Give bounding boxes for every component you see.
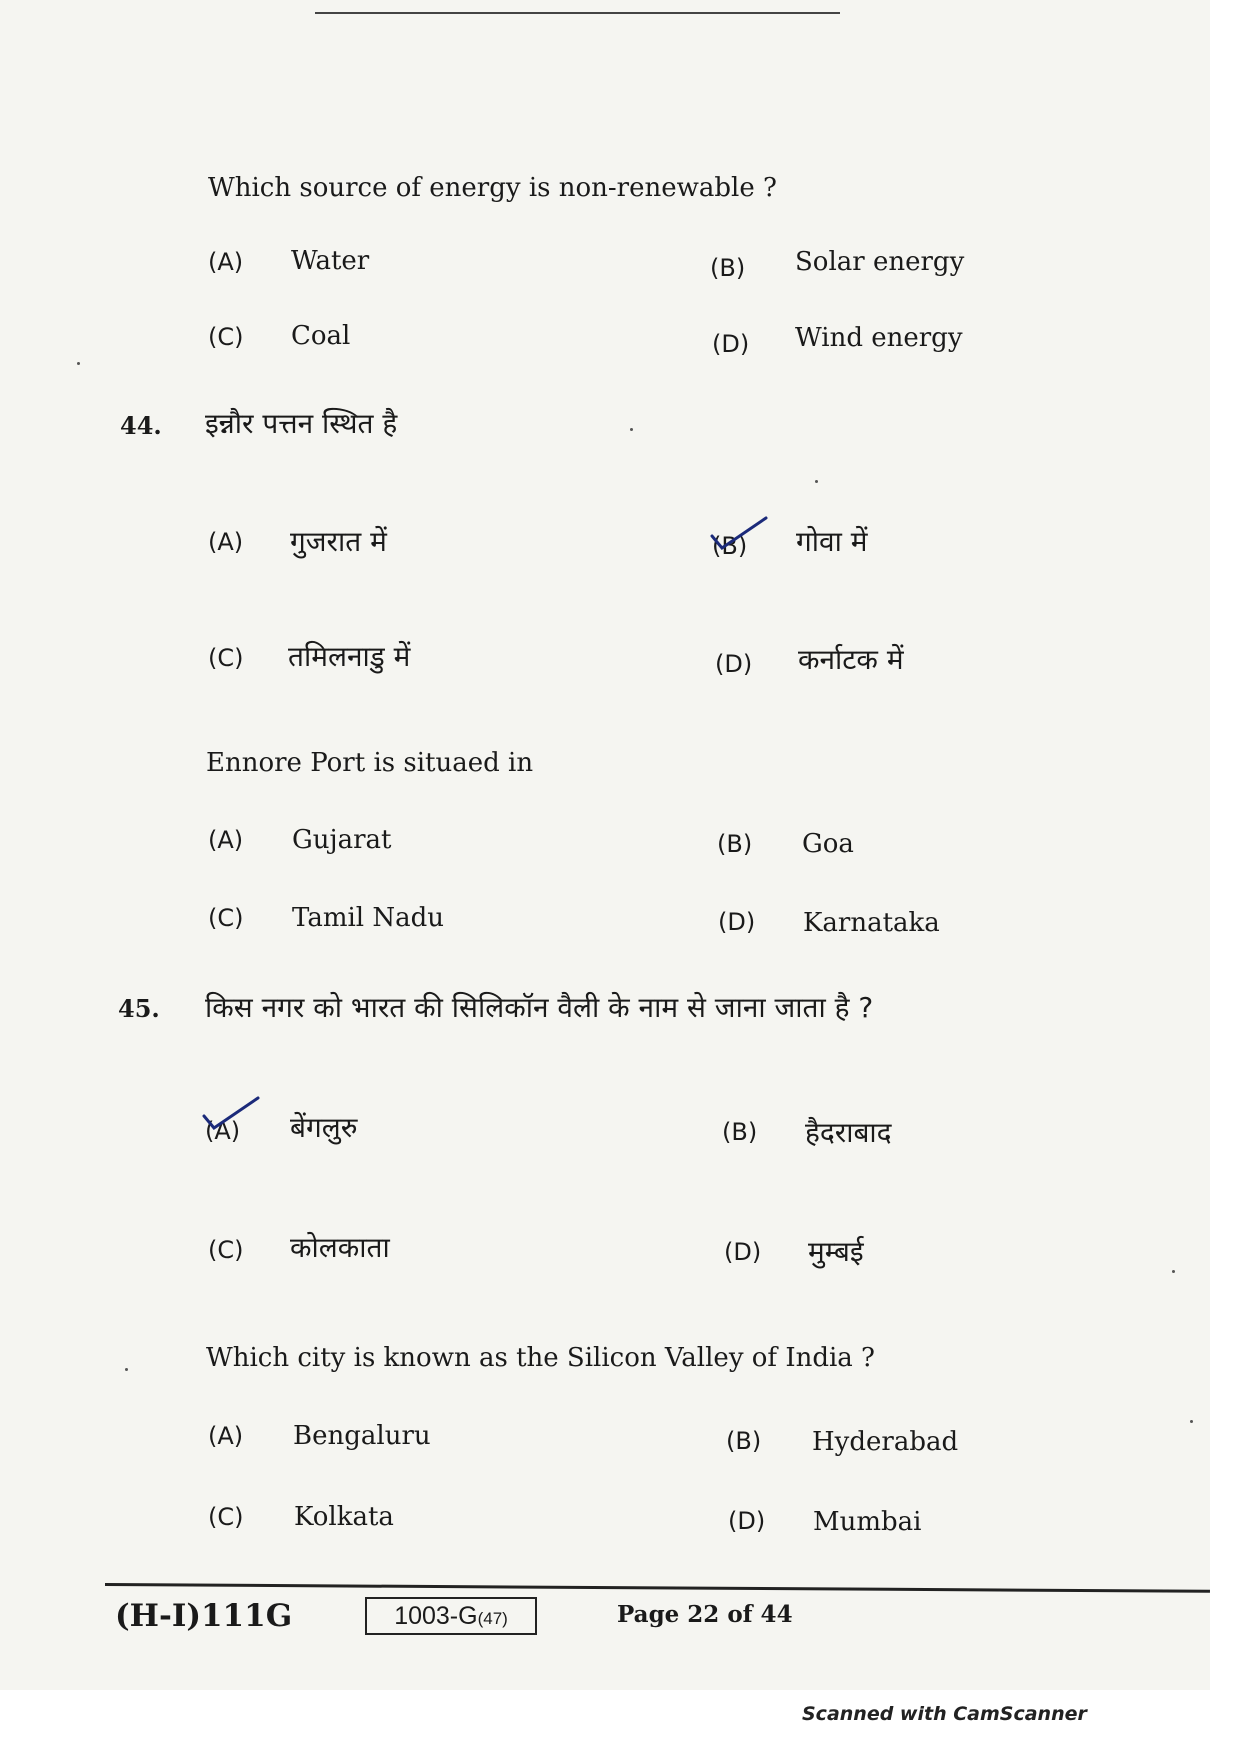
scan-speck [1172, 1270, 1175, 1273]
q45-en-option-a-label: (A) [208, 1422, 244, 1450]
q44-en-option-b-label: (B) [717, 830, 753, 858]
scan-speck [630, 428, 633, 431]
q44-hi-option-c-text: तमिलनाडु में [288, 640, 411, 673]
q44-en-option-d-text: Karnataka [803, 908, 940, 938]
q43-option-a-label: (A) [208, 248, 244, 276]
q43-option-c-label: (C) [208, 323, 244, 351]
q43-question-en: Which source of energy is non-renewable ? [208, 173, 777, 203]
scan-speck [125, 1368, 128, 1371]
q44-question-en: Ennore Port is situaed in [206, 748, 534, 778]
q44-en-option-d-label: (D) [718, 908, 756, 936]
q44-number: 44. [120, 411, 162, 440]
q44-en-option-c-text: Tamil Nadu [292, 903, 445, 933]
q44-hi-option-a-label: (A) [208, 528, 244, 556]
answer-tick-mark-icon [708, 514, 768, 554]
q45-hi-option-b-label: (B) [722, 1118, 758, 1146]
q43-option-b-label: (B) [710, 254, 746, 282]
answer-tick-mark-icon [200, 1094, 260, 1134]
q45-en-option-d-text: Mumbai [813, 1507, 922, 1537]
q45-en-option-b-text: Hyderabad [812, 1427, 959, 1457]
q45-hi-option-d-text: मुम्बई [808, 1235, 864, 1268]
q44-en-option-a-label: (A) [208, 826, 244, 854]
q45-question-hi: किस नगर को भारत की सिलिकॉन वैली के नाम से जाना जाता है ? [205, 991, 874, 1024]
q43-option-d-text: Wind energy [795, 323, 963, 353]
q45-hi-option-d-label: (D) [724, 1238, 762, 1266]
q45-en-option-c-label: (C) [208, 1503, 244, 1531]
q44-en-option-b-text: Goa [802, 829, 854, 859]
q44-en-option-c-label: (C) [208, 904, 244, 932]
q45-en-option-b-label: (B) [726, 1427, 762, 1455]
q44-hi-option-b-label: (B) [712, 532, 748, 560]
booklet-code-sub: (47) [477, 1609, 508, 1628]
camscanner-watermark: Scanned with CamScanner [802, 1703, 1087, 1725]
q45-hi-option-c-text: कोलकाता [290, 1231, 390, 1264]
q45-question-en: Which city is known as the Silicon Valley of India ? [206, 1343, 875, 1373]
scan-speck [815, 480, 818, 483]
scan-speck [77, 362, 80, 365]
footer-rule [105, 1583, 1210, 1593]
q45-hi-option-c-label: (C) [208, 1236, 244, 1264]
q45-hi-option-a-text: बेंगलुरु [290, 1111, 358, 1144]
q45-number: 45. [118, 994, 160, 1023]
page-number: Page 22 of 44 [617, 1601, 793, 1628]
q43-option-d-label: (D) [712, 330, 750, 358]
q43-option-b-text: Solar energy [795, 247, 965, 277]
q45-en-option-c-text: Kolkata [294, 1502, 394, 1532]
scan-speck [1190, 1420, 1193, 1423]
q43-option-a-text: Water [291, 246, 370, 276]
q44-hi-option-d-label: (D) [715, 650, 753, 678]
q44-hi-option-c-label: (C) [208, 644, 244, 672]
q44-question-hi: इन्नौर पत्तन स्थित है [205, 407, 398, 440]
q44-hi-option-b-text: गोवा में [796, 525, 868, 558]
booklet-code-box [365, 1597, 537, 1635]
q43-option-c-text: Coal [291, 321, 351, 351]
q45-en-option-a-text: Bengaluru [293, 1421, 431, 1451]
top-rule [315, 12, 840, 14]
booklet-code: 1003-G [394, 1602, 478, 1630]
q45-hi-option-a-label: (A) [205, 1117, 241, 1145]
q44-hi-option-a-text: गुजरात में [290, 525, 387, 558]
paper-code: (H-I)111G [115, 1598, 293, 1634]
q45-hi-option-b-text: हैदराबाद [805, 1116, 892, 1149]
q44-en-option-a-text: Gujarat [292, 825, 392, 855]
q45-en-option-d-label: (D) [728, 1507, 766, 1535]
q44-hi-option-d-text: कर्नाटक में [798, 643, 904, 676]
